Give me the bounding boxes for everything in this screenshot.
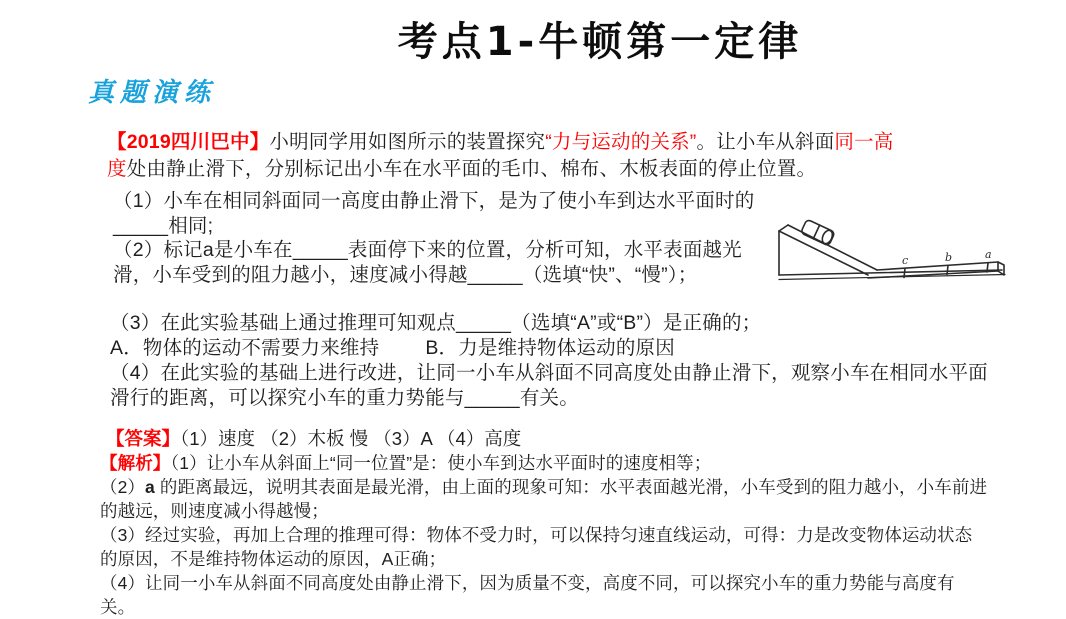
analysis-p3: （3）经过实验，再加上合理的推理可得：物体不受力时，可以保持匀速直线运动，可得：力是改变物体运动状态的原因，不是维持物体运动的原因，A正确；: [100, 525, 973, 569]
analysis-p2: [100, 475, 988, 523]
option-b: B．力是维持物体运动的原因: [425, 337, 675, 359]
page-title: 考点1-牛顿第一定律: [397, 19, 803, 65]
problem-text-3: 处由静止滑下，分别标记出小车在水平面的毛巾、棉布、木板表面的停止位置。: [126, 158, 817, 180]
problem-highlight-height: 同一高度: [107, 131, 894, 180]
analysis-label: 【解析】: [100, 453, 171, 473]
problem-text-1: 小明同学用如图所示的装置探究: [269, 131, 546, 153]
question-2: （2）标记a是小车在_____表面停下来的位置，分析可知，水平表面越光滑，小车受到的阻力越小，速度减小得越_____（选填“快”、“慢”）；: [113, 239, 742, 286]
problem-statement: [107, 129, 909, 183]
tick-b: [947, 266, 948, 275]
problem-source-tag: 【2019四川巴中】: [107, 131, 270, 153]
option-a: A．物体的运动不需要力来维持: [110, 337, 380, 359]
label-c: c: [902, 254, 909, 267]
question-block-1-2: [113, 189, 761, 287]
track-top-edge: [877, 262, 998, 270]
answer-line: [106, 426, 1006, 451]
answer-text: （1）速度 （2）木板 慢 （3）A （4）高度: [180, 428, 522, 449]
experiment-diagram: [768, 212, 1018, 294]
question-4: （4）在此实验的基础上进行改进，让同一小车从斜面不同高度处由静止滑下，观察小车在相同水平面滑行的距离，可以探究小车的重力势能与_____有关。: [110, 362, 988, 409]
answer-label: 【答案】: [106, 428, 181, 449]
analysis-p1-text: （1）让小车从斜面上“同一位置”是：使小车到达水平面时的速度相等；: [170, 453, 712, 473]
question-1: （1）小车在相同斜面同一高度由静止滑下，是为了使小车到达水平面时的_____相同;: [113, 190, 755, 237]
label-b: b: [945, 251, 953, 264]
analysis-p4: （4）让同一小车从斜面不同高度处由静止滑下，因为质量不变，高度不同，可以探究小车的重力势能与高度有关。: [100, 573, 955, 617]
table-line-2: [779, 275, 1005, 280]
incline-track-figure: [768, 212, 1018, 294]
cart: [801, 219, 835, 246]
problem-text-2: 。让小车从斜面: [696, 131, 835, 153]
label-a: a: [985, 248, 992, 261]
analysis-p1: [100, 451, 988, 475]
track-end-cap: [998, 262, 1004, 275]
problem-highlight-quote: “力与运动的关系”: [545, 131, 697, 153]
section-label: 真题演练: [88, 77, 217, 107]
question-block-3-4: [110, 311, 992, 411]
analysis-p2-prefix: （2）: [100, 477, 146, 497]
analysis-p2-text: 的距离最远，说明其表面是最光滑，由上面的现象可知：水平表面越光滑，小车受到的阻力越小，小车前进的越远，则速度减小得越慢；: [100, 477, 988, 521]
analysis-p2-bold: a: [145, 477, 155, 497]
question-3-options: [110, 336, 992, 361]
analysis-block: [100, 451, 988, 619]
question-3: （3）在此实验基础上通过推理可知观点_____（选填“A”或“B”）是正确的；: [110, 312, 762, 334]
